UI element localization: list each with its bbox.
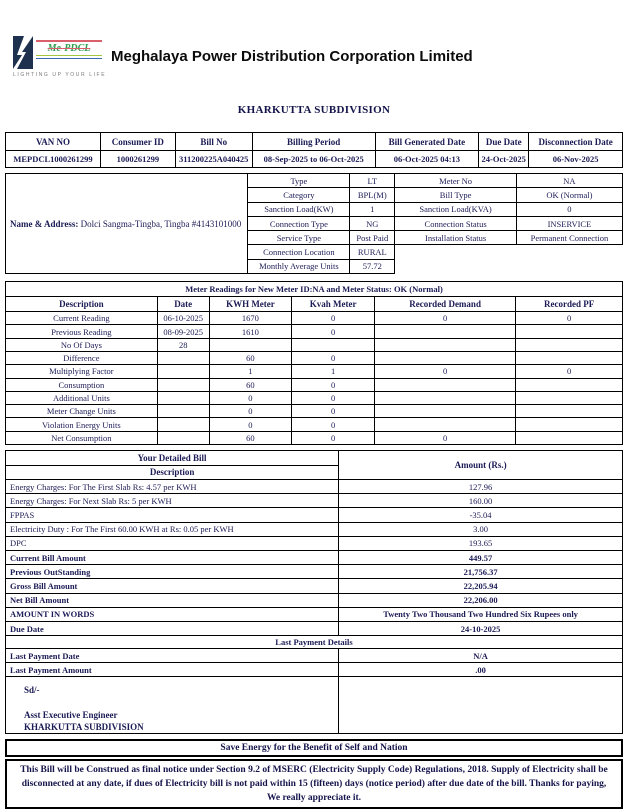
cell: Previous Reading <box>6 325 158 338</box>
cell: Additional Units <box>6 391 158 404</box>
summary-row-previous-outstanding <box>6 565 623 579</box>
billing-period-value: 08-Sep-2025 to 06-Oct-2025 <box>252 151 375 168</box>
brand-name: Me-PDCL <box>47 43 91 54</box>
charge-amount: 160.00 <box>339 494 623 508</box>
bill-info-value-row <box>6 151 623 168</box>
cell: 0 <box>516 365 623 378</box>
name-address-cell <box>6 174 248 274</box>
consumer-id-value: 1000261299 <box>101 151 176 168</box>
col-header-consumer-id: Consumer ID <box>101 133 176 151</box>
cell <box>374 378 515 391</box>
cell <box>157 365 209 378</box>
col-header-recorded-pf: Recorded PF <box>516 297 623 312</box>
signature-block <box>6 677 339 734</box>
signature-gap <box>24 695 338 709</box>
amount-header: Amount (Rs.) <box>339 451 623 480</box>
sanction-load-kva-label: Sanction Load(KVA) <box>395 202 517 216</box>
installation-status-label: Installation Status <box>395 231 517 245</box>
cell: Meter Change Units <box>6 405 158 418</box>
charge-description: FPPAS <box>6 508 339 522</box>
consumer-details-table <box>5 173 623 274</box>
table-row-no-of-days <box>6 338 623 351</box>
table-row-additional-units <box>6 391 623 404</box>
last-payment-amount-row <box>6 663 623 677</box>
last-payment-date-value: N/A <box>339 649 623 663</box>
col-header-date: Date <box>157 297 209 312</box>
cell: 0 <box>292 378 375 391</box>
mepdcl-logo <box>13 36 105 78</box>
charge-description: Energy Charges: For The First Slab Rs: 4.57 per KWH <box>6 480 339 494</box>
signature-row <box>6 677 623 734</box>
cell <box>516 325 623 338</box>
service-type-label: Service Type <box>248 231 350 245</box>
empty-filler <box>395 245 623 259</box>
col-header-kwh-meter: KWH Meter <box>209 297 292 312</box>
cell: 1670 <box>209 312 292 325</box>
charge-description: Electricity Duty : For The First 60.00 KWH at Rs: 0.05 per KWH <box>6 522 339 536</box>
signature-sd: Sd/- <box>24 685 40 696</box>
brand-rule-blue <box>36 58 102 59</box>
cell: No Of Days <box>6 338 158 351</box>
consumer-row <box>6 174 623 188</box>
logo-tagline: LIGHTING UP YOUR LIFE <box>13 72 107 78</box>
cell <box>516 418 623 431</box>
col-header-due-date: Due Date <box>479 133 529 151</box>
sanction-load-kva-value: 0 <box>516 202 622 216</box>
cell: 0 <box>292 325 375 338</box>
summary-value: 21,756.37 <box>339 565 623 579</box>
cell: 1 <box>292 365 375 378</box>
cell <box>209 338 292 351</box>
empty-filler <box>395 259 623 273</box>
summary-value: 24-10-2025 <box>339 621 623 635</box>
meter-readings-table <box>5 281 623 445</box>
brand-rule-green <box>36 55 102 56</box>
summary-value: 22,205.94 <box>339 579 623 593</box>
last-payment-amount-label: Last Payment Amount <box>6 663 339 677</box>
summary-value: 449.57 <box>339 550 623 564</box>
cell: 1 <box>209 365 292 378</box>
cell <box>157 391 209 404</box>
col-header-bill-generated-date: Bill Generated Date <box>375 133 479 151</box>
summary-label: Due Date <box>6 621 339 635</box>
cell <box>516 405 623 418</box>
lightning-bolt-icon <box>13 36 33 69</box>
cell <box>516 351 623 364</box>
cell <box>157 351 209 364</box>
last-payment-details-title: Last Payment Details <box>6 636 623 649</box>
type-label: Type <box>248 174 350 188</box>
cell: 0 <box>292 391 375 404</box>
company-title: Meghalaya Power Distribution Corporation Limited <box>111 48 473 65</box>
cell <box>374 325 515 338</box>
col-header-bill-no: Bill No <box>175 133 252 151</box>
charge-amount: 127.96 <box>339 480 623 494</box>
table-row-previous-reading <box>6 325 623 338</box>
connection-status-value: INSERVICE <box>516 216 622 230</box>
col-header-description: Description <box>6 297 158 312</box>
cell: 0 <box>516 312 623 325</box>
brand-box <box>36 36 102 69</box>
subdivision-title: KHARKUTTA SUBDIVISION <box>237 104 391 116</box>
cell: 60 <box>209 378 292 391</box>
category-value: BPL(M) <box>350 188 395 202</box>
cell <box>516 431 623 444</box>
table-row-violation-energy-units <box>6 418 623 431</box>
charge-row-fppas <box>6 508 623 522</box>
bill-type-value: OK (Normal) <box>516 188 622 202</box>
col-header-kvah-meter: Kvah Meter <box>292 297 375 312</box>
cell: 60 <box>209 431 292 444</box>
cell <box>516 391 623 404</box>
bill-generated-date-value: 06-Oct-2025 04:13 <box>375 151 479 168</box>
charge-description: DPC <box>6 536 339 550</box>
cell: 0 <box>292 405 375 418</box>
col-header-disconnection-date: Disconnection Date <box>529 133 623 151</box>
charge-row-dpc <box>6 536 623 550</box>
summary-row-current-bill-amount <box>6 550 623 564</box>
disconnection-date-value: 06-Nov-2025 <box>529 151 623 168</box>
summary-row-amount-in-words <box>6 607 623 621</box>
summary-row-due-date <box>6 621 623 635</box>
cell: Current Reading <box>6 312 158 325</box>
summary-label: Gross Bill Amount <box>6 579 339 593</box>
cell <box>157 405 209 418</box>
signature-designation: Asst Executive Engineer <box>24 710 118 721</box>
charge-row-energy-first-slab <box>6 480 623 494</box>
last-payment-date-label: Last Payment Date <box>6 649 339 663</box>
col-header-van-no: VAN NO <box>6 133 101 151</box>
detailed-bill-table <box>5 450 623 734</box>
cell <box>516 378 623 391</box>
table-row-current-reading <box>6 312 623 325</box>
cell <box>157 378 209 391</box>
cell: 0 <box>374 312 515 325</box>
bill-no-value: 311200225A040425 <box>175 151 252 168</box>
cell: 0 <box>209 418 292 431</box>
cell <box>157 418 209 431</box>
cell <box>374 391 515 404</box>
cell: 0 <box>374 431 515 444</box>
charge-row-electricity-duty <box>6 522 623 536</box>
charge-amount: 193.65 <box>339 536 623 550</box>
cell: Multiplying Factor <box>6 365 158 378</box>
meter-readings-header-row <box>6 297 623 312</box>
summary-value: 22,206.00 <box>339 593 623 607</box>
last-payment-details-title-row <box>6 636 623 649</box>
brand-top-rule <box>36 40 102 42</box>
due-date-value: 24-Oct-2025 <box>479 151 529 168</box>
cell: 0 <box>292 351 375 364</box>
description-header: Description <box>6 465 339 480</box>
table-row-difference <box>6 351 623 364</box>
save-energy-banner: Save Energy for the Benefit of Self and Nation <box>5 739 623 757</box>
connection-location-label: Connection Location <box>248 245 350 259</box>
category-label: Category <box>248 188 350 202</box>
name-address-label: Name & Address: <box>10 218 79 229</box>
bill-info-header-row <box>6 133 623 151</box>
cell: 08-09-2025 <box>157 325 209 338</box>
cell: Consumption <box>6 378 158 391</box>
charge-amount: -35.04 <box>339 508 623 522</box>
cell: Difference <box>6 351 158 364</box>
cell: Net Consumption <box>6 431 158 444</box>
cell: Violation Energy Units <box>6 418 158 431</box>
installation-status-value: Permanent Connection <box>516 231 622 245</box>
name-address-value: Dolci Sangma-Tingba, Tingba #4143101000 <box>78 218 242 229</box>
cell: 06-10-2025 <box>157 312 209 325</box>
detailed-bill-title-row <box>6 451 623 466</box>
charge-amount: 3.00 <box>339 522 623 536</box>
type-value: LT <box>350 174 395 188</box>
summary-label: Net Bill Amount <box>6 593 339 607</box>
cell <box>292 338 375 351</box>
cell: 1610 <box>209 325 292 338</box>
cell <box>516 338 623 351</box>
cell: 0 <box>209 391 292 404</box>
signature-empty-cell <box>339 677 623 734</box>
table-row-meter-change-units <box>6 405 623 418</box>
cell: 0 <box>292 312 375 325</box>
table-row-net-consumption <box>6 431 623 444</box>
connection-location-value: RURAL <box>350 245 395 259</box>
monthly-average-units-value: 57.72 <box>350 259 395 273</box>
sanction-load-kw-value: 1 <box>350 202 395 216</box>
signature-office: KHARKUTTA SUBDIVISION <box>24 722 144 733</box>
cell: 0 <box>292 418 375 431</box>
charge-description: Energy Charges: For Next Slab Rs: 5 per KWH <box>6 494 339 508</box>
sanction-load-kw-label: Sanction Load(KW) <box>248 202 350 216</box>
cell <box>374 418 515 431</box>
meter-no-value: NA <box>516 174 622 188</box>
cell: 0 <box>292 431 375 444</box>
cell <box>374 338 515 351</box>
monthly-average-units-label: Monthly Average Units <box>248 259 350 273</box>
cell: 60 <box>209 351 292 364</box>
connection-status-label: Connection Status <box>395 216 517 230</box>
disconnection-notice: This Bill will be Construed as final notice under Section 9.2 of MSERC (Electricity Supply Code) Regulations, 2018. Supply of Electricity shall be disconnected at any date, if dues of Electricity bill is not paid within 15 (fifteen) days (notice period) after due date of the bill. Thanks for paying, We really appreciate it. <box>5 759 623 809</box>
service-type-value: Post Paid <box>350 231 395 245</box>
table-row-multiplying-factor <box>6 365 623 378</box>
connection-type-label: Connection Type <box>248 216 350 230</box>
detailed-bill-title: Your Detailed Bill <box>6 451 339 466</box>
summary-value: Twenty Two Thousand Two Hundred Six Rupees only <box>339 607 623 621</box>
summary-label: Current Bill Amount <box>6 550 339 564</box>
cell <box>374 405 515 418</box>
cell <box>157 431 209 444</box>
meter-readings-title: Meter Readings for New Meter ID:NA and Meter Status: OK (Normal) <box>6 282 623 297</box>
last-payment-date-row <box>6 649 623 663</box>
header <box>13 36 623 78</box>
summary-label: Previous OutStanding <box>6 565 339 579</box>
table-row-consumption <box>6 378 623 391</box>
bill-type-label: Bill Type <box>395 188 517 202</box>
cell: 0 <box>374 365 515 378</box>
cell: 28 <box>157 338 209 351</box>
connection-type-value: NG <box>350 216 395 230</box>
summary-label: AMOUNT IN WORDS <box>6 607 339 621</box>
last-payment-amount-value: .00 <box>339 663 623 677</box>
col-header-recorded-demand: Recorded Demand <box>374 297 515 312</box>
bill-info-table <box>5 132 623 168</box>
summary-row-gross-bill-amount <box>6 579 623 593</box>
col-header-billing-period: Billing Period <box>252 133 375 151</box>
meter-readings-title-row <box>6 282 623 297</box>
charge-row-energy-next-slab <box>6 494 623 508</box>
cell: 0 <box>209 405 292 418</box>
van-no-value: MEPDCL1000261299 <box>6 151 101 168</box>
meter-no-label: Meter No <box>395 174 517 188</box>
summary-row-net-bill-amount <box>6 593 623 607</box>
cell <box>374 351 515 364</box>
